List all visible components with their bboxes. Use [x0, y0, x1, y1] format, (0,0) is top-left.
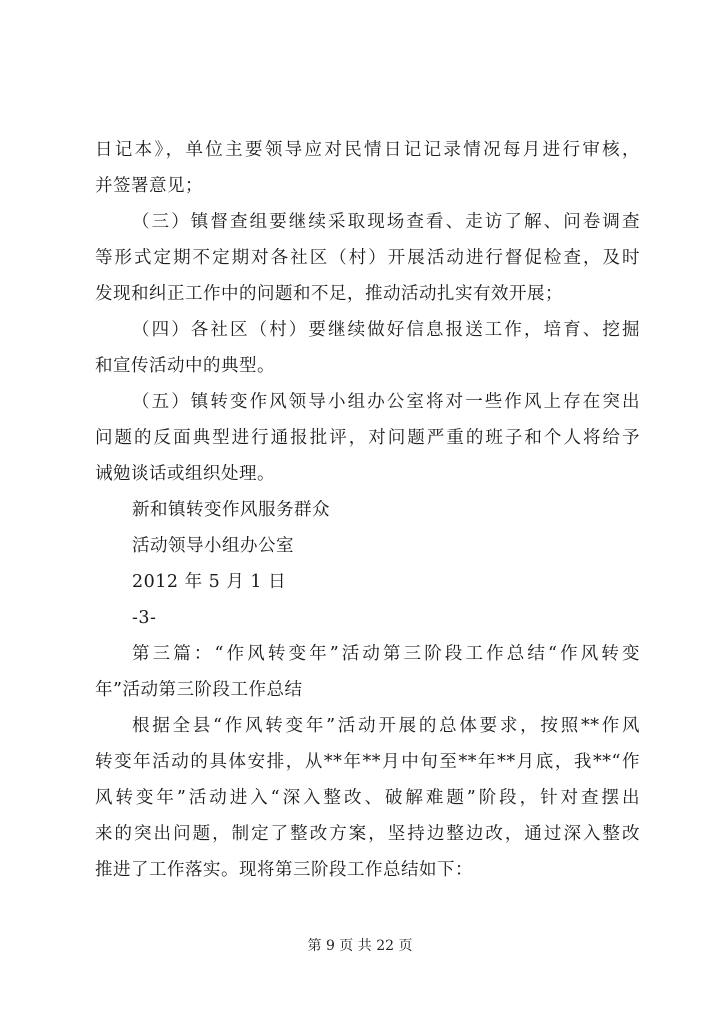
date-line: 2012 年 5 月 1 日 — [132, 572, 287, 592]
text-line: 转变年活动的具体安排，从**年**月中旬至**年**月底，我**“作 — [95, 752, 640, 772]
text-line: 并签署意见； — [95, 176, 203, 196]
inner-page-number: -3- — [132, 608, 157, 628]
signature-office-line: 活动领导小组办公室 — [132, 536, 294, 556]
text-line: （五）镇转变作风领导小组办公室将对一些作风上存在突出 — [132, 392, 640, 412]
text-line: 问题的反面典型进行通报批评，对问题严重的班子和个人将给予 — [95, 428, 640, 448]
section-heading-cont: 年”活动第三阶段工作总结 — [95, 680, 303, 700]
text-line: 等形式定期不定期对各社区（村）开展活动进行督促检查，及时 — [95, 248, 640, 268]
text-line: 诫勉谈话或组织处理。 — [95, 464, 275, 484]
text-line: （三）镇督查组要继续采取现场查看、走访了解、问卷调查 — [132, 212, 640, 232]
text-line: 和宣传活动中的典型。 — [95, 356, 275, 376]
text-line: 推进了工作落实。现将第三阶段工作总结如下： — [95, 860, 473, 880]
text-line: 发现和纠正工作中的问题和不足，推动活动扎实有效开展； — [95, 284, 563, 304]
text-line: 来的突出问题，制定了整改方案，坚持边整边改，通过深入整改 — [95, 824, 640, 844]
text-line: （四）各社区（村）要继续做好信息报送工作，培育、挖掘 — [132, 320, 640, 340]
text-line: 风转变年”活动进入“深入整改、破解难题”阶段，针对查摆出 — [95, 788, 640, 808]
section-heading: 第三篇：“作风转变年”活动第三阶段工作总结“作风转变 — [132, 644, 640, 664]
text-line: 根据全县“作风转变年”活动开展的总体要求，按照**作风 — [132, 716, 640, 736]
page-footer: 第 9 页 共 22 页 — [307, 938, 413, 954]
signature-org-line: 新和镇转变作风服务群众 — [132, 500, 330, 520]
text-line: 日记本》，单位主要领导应对民情日记记录情况每月进行审核， — [95, 140, 640, 160]
